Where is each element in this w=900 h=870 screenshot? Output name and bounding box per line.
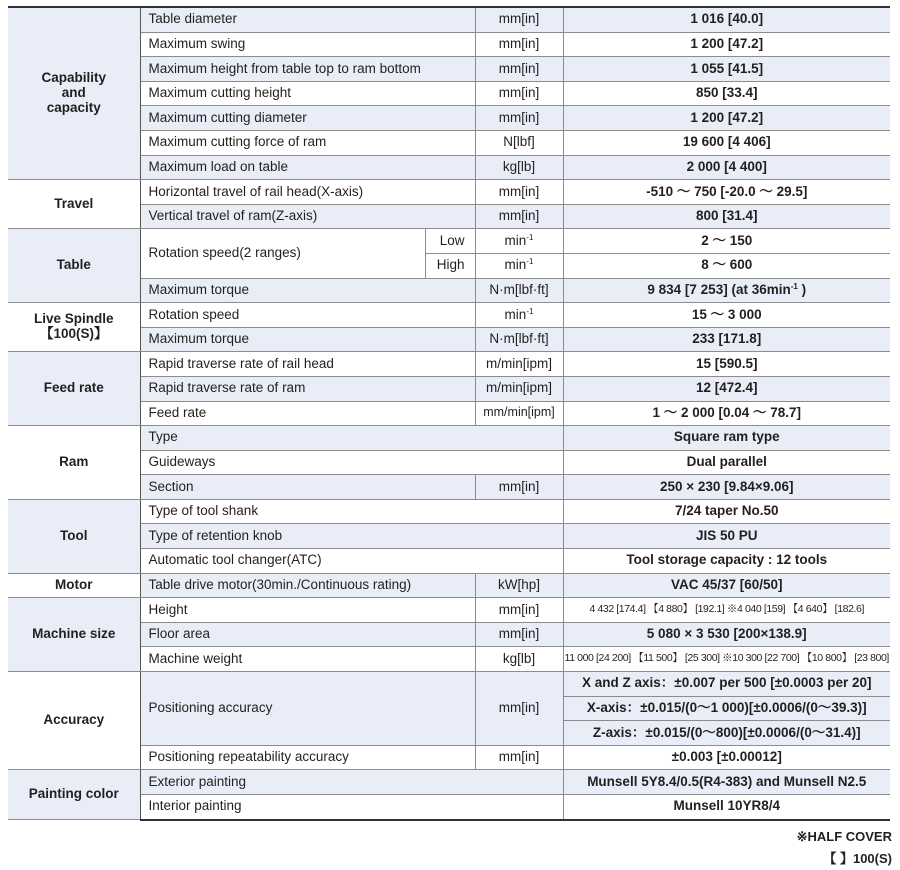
- unit-label: mm[in]: [475, 622, 563, 647]
- unit-label: mm[in]: [475, 204, 563, 229]
- table-row: [8, 327, 890, 352]
- unit-label: mm[in]: [475, 32, 563, 57]
- value-cell: 2 〜 150: [563, 229, 890, 254]
- table-row: [8, 278, 890, 303]
- value-cell: VAC 45/37 [60/50]: [563, 573, 890, 598]
- unit-label: N·m[lbf·ft]: [475, 327, 563, 352]
- value-cell: 1 016 [40.0]: [563, 7, 890, 32]
- item-label: Maximum height from table top to ram bottom: [140, 57, 475, 82]
- table-row: [8, 573, 890, 598]
- item-label: Horizontal travel of rail head(X-axis): [140, 180, 475, 205]
- table-row: [8, 745, 890, 770]
- item-label: Floor area: [140, 622, 475, 647]
- half-cover-note: ※HALF COVER: [796, 829, 892, 844]
- value-cell: 4 432 [174.4] 【4 880】 [192.1] ※4 040 [159] 【4 640】 [182.6]: [563, 598, 890, 623]
- item-label: Rotation speed: [140, 303, 475, 328]
- table-row: [8, 155, 890, 180]
- unit-label: mm[in]: [475, 106, 563, 131]
- table-row: [8, 549, 890, 574]
- table-row: [8, 524, 890, 549]
- table-row: [8, 7, 890, 32]
- unit-label: mm[in]: [475, 475, 563, 500]
- item-label: Type: [140, 426, 563, 451]
- unit-base: min: [504, 257, 527, 273]
- unit-label: mm/min[ipm]: [475, 401, 563, 426]
- item-label: Vertical travel of ram(Z-axis): [140, 204, 475, 229]
- item-label: Maximum load on table: [140, 155, 475, 180]
- table-row: [8, 57, 890, 82]
- item-label: Maximum cutting force of ram: [140, 130, 475, 155]
- item-label: Section: [140, 475, 475, 500]
- value-cell: Munsell 5Y8.4/0.5(R4-383) and Munsell N2.5: [563, 770, 890, 795]
- table-row: [8, 647, 890, 672]
- table-row: [8, 622, 890, 647]
- unit-label: [475, 303, 563, 328]
- unit-label: mm[in]: [475, 598, 563, 623]
- table-row: [8, 598, 890, 623]
- unit-label: mm[in]: [475, 672, 563, 746]
- table-row: [8, 475, 890, 500]
- table-row: [8, 352, 890, 377]
- range-label-low: Low: [425, 229, 475, 254]
- item-label: Maximum torque: [140, 327, 475, 352]
- table-row: [8, 672, 890, 697]
- value-cell: 850 [33.4]: [563, 81, 890, 106]
- unit-label: m/min[ipm]: [475, 352, 563, 377]
- category-label: and: [61, 85, 86, 101]
- item-label: Maximum cutting height: [140, 81, 475, 106]
- unit-exponent: -1: [526, 257, 534, 267]
- value-cell: Dual parallel: [563, 450, 890, 475]
- value-cell: 2 000 [4 400]: [563, 155, 890, 180]
- unit-label: mm[in]: [475, 57, 563, 82]
- category-painting-color: Painting color: [8, 770, 140, 820]
- item-label: Table drive motor(30min./Continuous rating): [140, 573, 475, 598]
- value-cell: 12 [472.4]: [563, 376, 890, 401]
- category-label: capacity: [46, 100, 101, 115]
- category-feed-rate: Feed rate: [8, 352, 140, 426]
- value-cell: ±0.003 [±0.00012]: [563, 745, 890, 770]
- footnotes: [797, 826, 892, 870]
- unit-label: mm[in]: [475, 180, 563, 205]
- table-row: [8, 450, 890, 475]
- bracket-note: 【 】100(S): [823, 851, 892, 866]
- category-label: Capability: [41, 70, 106, 86]
- value-cell: 233 [171.8]: [563, 327, 890, 352]
- item-label: Machine weight: [140, 647, 475, 672]
- unit-label: m/min[ipm]: [475, 376, 563, 401]
- category-motor: Motor: [8, 573, 140, 598]
- value-cell: 8 〜 600: [563, 253, 890, 278]
- value-cell: 1 200 [47.2]: [563, 32, 890, 57]
- item-label: Type of tool shank: [140, 499, 563, 524]
- table-row: [8, 401, 890, 426]
- item-label: Interior painting: [140, 795, 563, 820]
- value-cell: 15 〜 3 000: [563, 303, 890, 328]
- value-cell: 15 [590.5]: [563, 352, 890, 377]
- table-row: [8, 229, 890, 254]
- unit-label: kg[lb]: [475, 647, 563, 672]
- unit-label: N[lbf]: [475, 130, 563, 155]
- value-cell: Munsell 10YR8/4: [563, 795, 890, 820]
- unit-base: min: [504, 232, 527, 248]
- value-text: 9 834 [7 253] (at 36min: [647, 281, 791, 297]
- item-label: Table diameter: [140, 7, 475, 32]
- item-label: Type of retention knob: [140, 524, 563, 549]
- table-row: [8, 770, 890, 795]
- unit-base: min: [504, 306, 527, 322]
- unit-label: [475, 253, 563, 278]
- value-cell: 5 080 × 3 530 [200×138.9]: [563, 622, 890, 647]
- table-row: [8, 180, 890, 205]
- category-travel: Travel: [8, 180, 140, 229]
- unit-exponent: -1: [526, 232, 534, 242]
- value-cell: X and Z axis：±0.007 per 500 [±0.0003 per 20]: [563, 672, 890, 697]
- table-row: [8, 426, 890, 451]
- value-cell: 1 〜 2 000 [0.04 〜 78.7]: [563, 401, 890, 426]
- specification-table: [8, 6, 890, 821]
- table-row: [8, 32, 890, 57]
- value-cell: -510 〜 750 [-20.0 〜 29.5]: [563, 180, 890, 205]
- table-row: [8, 106, 890, 131]
- value-cell: 800 [31.4]: [563, 204, 890, 229]
- item-label: Maximum torque: [140, 278, 475, 303]
- category-label: Live Spindle: [33, 311, 114, 327]
- value-cell: Square ram type: [563, 426, 890, 451]
- value-cell: Z-axis：±0.015/(0〜800)[±0.0006/(0〜31.4)]: [563, 721, 890, 746]
- value-cell: X-axis：±0.015/(0〜1 000)[±0.0006/(0〜39.3)]: [563, 696, 890, 721]
- item-label: Feed rate: [140, 401, 475, 426]
- category-live-spindle: [8, 303, 140, 352]
- table-row: [8, 130, 890, 155]
- category-label: 【100(S)】: [39, 326, 108, 342]
- value-cell: [563, 278, 890, 303]
- value-cell: 19 600 [4 406]: [563, 130, 890, 155]
- category-ram: Ram: [8, 426, 140, 500]
- unit-label: mm[in]: [475, 7, 563, 32]
- value-cell: 250 × 230 [9.84×9.06]: [563, 475, 890, 500]
- value-cell: 7/24 taper No.50: [563, 499, 890, 524]
- item-label: Rapid traverse rate of ram: [140, 376, 475, 401]
- unit-label: mm[in]: [475, 81, 563, 106]
- unit-exponent: -1: [526, 306, 534, 316]
- item-label: Positioning repeatability accuracy: [140, 745, 475, 770]
- unit-label: kg[lb]: [475, 155, 563, 180]
- table-row: [8, 499, 890, 524]
- category-accuracy: Accuracy: [8, 672, 140, 770]
- value-cell: 1 200 [47.2]: [563, 106, 890, 131]
- category-table: Table: [8, 229, 140, 303]
- value-cell: 11 000 [24 200] 【11 500】 [25 300] ※10 300 [22 700] 【10 800】 [23 800]: [563, 647, 890, 672]
- unit-label: [475, 229, 563, 254]
- item-label: Positioning accuracy: [140, 672, 475, 746]
- value-cell: Tool storage capacity : 12 tools: [563, 549, 890, 574]
- table-row: [8, 303, 890, 328]
- item-label: Rapid traverse rate of rail head: [140, 352, 475, 377]
- item-label: Maximum swing: [140, 32, 475, 57]
- table-row: [8, 376, 890, 401]
- unit-label: kW[hp]: [475, 573, 563, 598]
- table-row: [8, 204, 890, 229]
- item-label: Guideways: [140, 450, 563, 475]
- category-machine-size: Machine size: [8, 598, 140, 672]
- table-row: [8, 795, 890, 820]
- category-capability: [8, 7, 140, 180]
- category-tool: Tool: [8, 499, 140, 573]
- item-label: Rotation speed(2 ranges): [140, 229, 425, 278]
- item-label: Height: [140, 598, 475, 623]
- table-row: [8, 81, 890, 106]
- range-label-high: High: [425, 253, 475, 278]
- unit-label: N·m[lbf·ft]: [475, 278, 563, 303]
- item-label: Maximum cutting diameter: [140, 106, 475, 131]
- item-label: Exterior painting: [140, 770, 563, 795]
- item-label: Automatic tool changer(ATC): [140, 549, 563, 574]
- value-cell: 1 055 [41.5]: [563, 57, 890, 82]
- value-text: ): [797, 281, 807, 297]
- value-cell: JIS 50 PU: [563, 524, 890, 549]
- value-exponent: -1: [790, 281, 798, 291]
- unit-label: mm[in]: [475, 745, 563, 770]
